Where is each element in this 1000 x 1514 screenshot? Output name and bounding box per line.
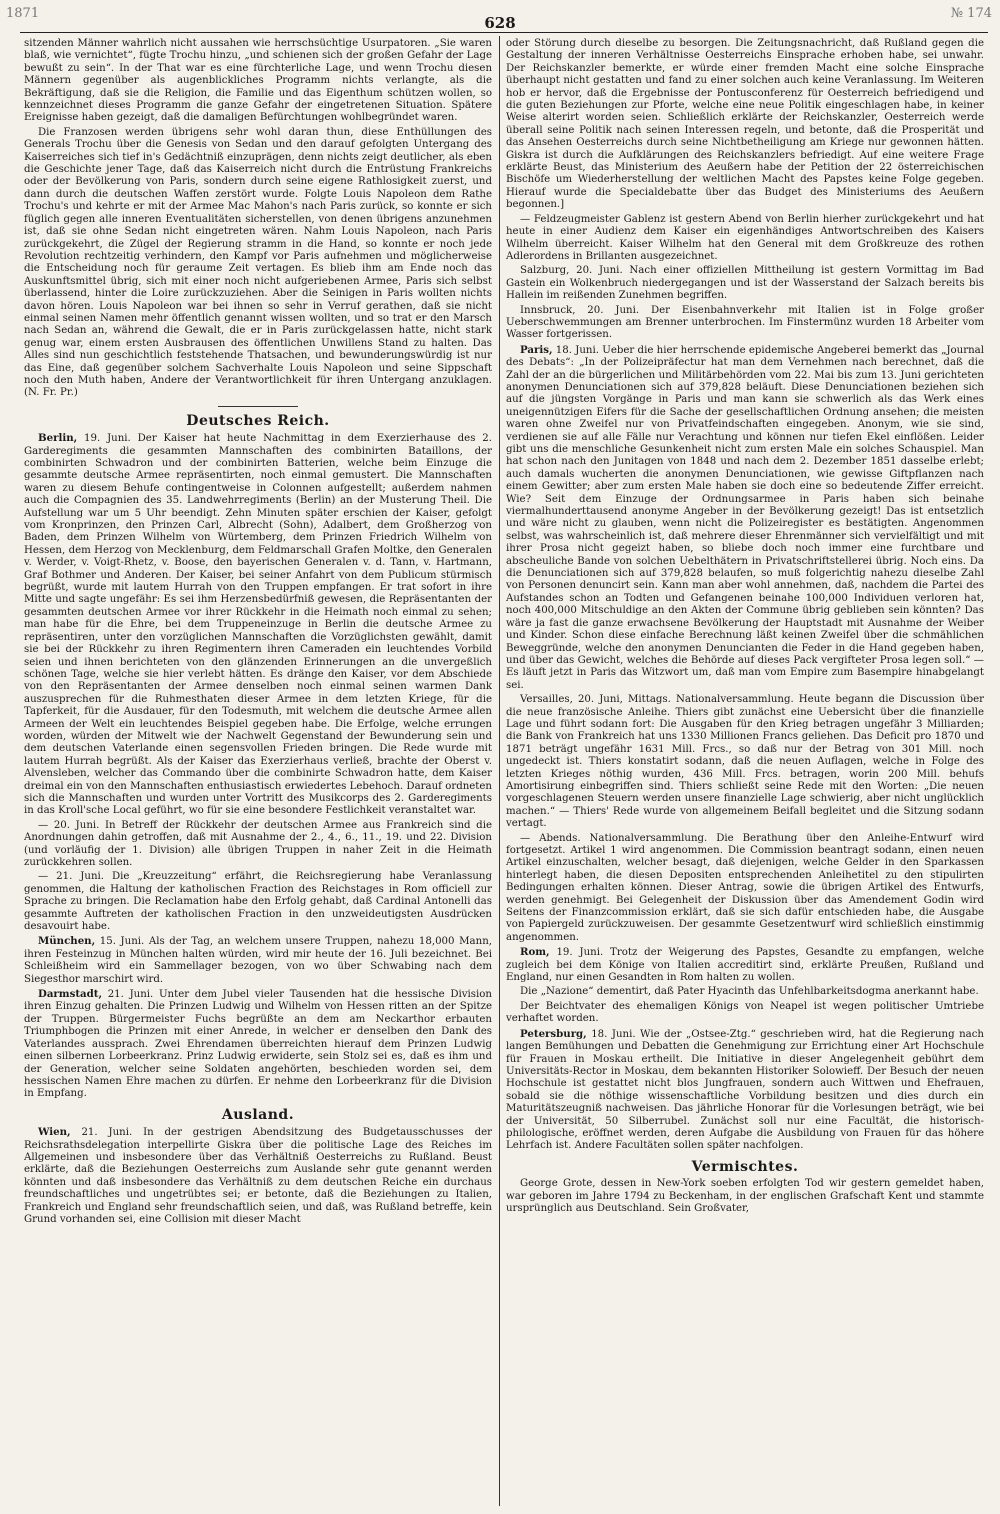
- news-item: — Feldzeugmeister Gablenz ist gestern Abend von Berlin hierher zurückgekehrt und hat heute in einer Audienz dem Kaiser ein eigenhändiges Antwortschreiben des Kaisers Wilhelm überreicht. Kaiser Wilhelm hat den General mit dem Großkreuze des rothen Adlerordens in Brillanten ausgezeichnet.: [506, 213, 984, 262]
- dateline-place: Petersburg,: [520, 1027, 587, 1040]
- dateline-place: München,: [38, 935, 96, 948]
- news-item-munich: [24, 935, 492, 986]
- edge-text-right: № 174: [950, 6, 992, 21]
- dateline-place: Paris,: [520, 343, 553, 356]
- news-item-berlin: [24, 432, 492, 818]
- news-text: 19. Juni. Der Kaiser hat heute Nachmittag in dem Exerzierhause des 2. Garderegiments die gesammten Mannschaften des combinirten Bataillons, der combinirten Schwadron und der combinirten Batterien, welche beim Einzuge die gesammte deutsche Armee repräsentirten, noch einmal gemustert. Die Mannschaften waren zu diesem Behufe contingentweise in Colonnen aufgestellt; außerdem nahmen auch die Compagnien des 35. Landwehrregiments (Berlin) an der Musterung Theil. Die Aufstellung war um 5 Uhr beendigt. Zehn Minuten später erschien der Kaiser, gefolgt vom Kronprinzen, den Prinzen Carl, Albrecht (Sohn), Adalbert, dem Großherzog von Baden, dem Prinzen Wilhelm von Würtemberg, dem Prinzen Friedrich Wilhelm von Hessen, dem Herzog von Mecklenburg, dem Feldmarschall Grafen Moltke, den Generalen v. Werder, v. Voigt-Rhetz, v. Boose, den bayerischen Generalen v. d. Tann, v. Hartmann, Graf Bothmer und Anderen. Der Kaiser, bei seiner Anfahrt von dem Publicum stürmisch begrüßt, wurde mit lautem Hurrah von den Truppen empfangen. Er trat sofort in ihre Mitte und sagte ungefähr: Es sei ihm Herzensbedürfniß gewesen, die Repräsentanten der gesammten deutschen Armee vor ihrer Rückkehr in die Heimath noch einmal zu sehen; man habe für die Ehre, bei dem Truppeneinzuge in Berlin die deutsche Armee zu repräsentiren, unter den vorzüglichen Mannschaften die Vorzüglichsten gewählt, damit sie bei der Rückkehr zu ihren Regimentern ihren Cameraden ein leuchtendes Vorbild seien und ihnen berichteten von den glänzenden Erinnerungen an die unvergeßlich schönen Tage, welche sie hier verlebt hätten. Es dränge den Kaiser, vor dem Abschiede von den Repräsentanten der Armee denselben noch einmal seinen warmen Dank auszusprechen für die Ruhmesthaten dieser Armee in dem letzten Kriege, für die Tapferkeit, für die Ausdauer, für den Todesmuth, mit welchem die deutsche Armee allen Armeen der Welt ein leuchtendes Beispiel gegeben habe. Die Erfolge, welche errungen worden, würden der Mitwelt wie der Nachwelt Gegenstand der Bewunderung sein und dem deutschen Vaterlande einen segensvollen Frieden bringen. Die Rede wurde mit lautem Hurrah begrüßt. Als der Kaiser das Exerzierhaus verließ, brachte der Oberst v. Alvensleben, welcher das Commando über die combinirte Schwadron hatte, dem Kaiser dreimal ein von den Mannschaften enthusiastisch erwiedertes Lebehoch. Darauf ordneten sich die Mannschaften und wurden unter Vortritt des Musikcorps des 2. Garderegiments in das Kroll'sche Local geführt, wo für sie eine besondere Festlichkeit veranstaltet war.: [24, 433, 492, 817]
- news-item: Innsbruck, 20. Juni. Der Eisenbahnverkehr mit Italien ist in Folge großer Ueberschwemmungen am Brenner unterbrochen. Im Finstermünz wurden 18 Arbeiter vom Wasser fortgerissen.: [506, 304, 984, 341]
- news-item-paris: [506, 344, 984, 692]
- news-item-petersburg: [506, 1028, 984, 1153]
- news-item: — 20. Juni. In Betreff der Rückkehr der deutschen Armee aus Frankreich sind die Anordnungen dahin getroffen, daß mit Ausnahme der 2., 4., 6., 11., 19. und 22. Division (und vorläufig der 1. Division) alle übrigen Truppen in naher Zeit in die Heimath zurückkehren sollen.: [24, 819, 492, 868]
- news-item: — Abends. Nationalversammlung. Die Berathung über den Anleihe-Entwurf wird fortgesetzt. Artikel 1 wird angenommen. Die Commission beantragt sodann, einen neuen Artikel einzuschalten, welcher besagt, daß diejenigen, welche Gelder in den Sparkassen hinterlegt haben, die diesen Depositen entsprechenden Anleihetitel zu den stipulirten Bedingungen erhalten können. Dieser Antrag, sowie die übrigen Artikel des Entwurfs, werden genehmigt. Bei Gelegenheit der Diskussion über das Amendement Godin wird Seitens der Finanzcommission erklärt, daß sie sich dafür entschieden habe, die Ausgabe von Papiergeld zurückzuweisen. Der gesammte Gesetzentwurf wird schließlich einstimmig angenommen.: [506, 832, 984, 943]
- dateline-place: Rom,: [520, 946, 550, 959]
- article-paragraph: Die Franzosen werden übrigens sehr wohl daran thun, diese Enthüllungen des Generals Trochu über die Genesis von Sedan und den darauf gefolgten Untergang des Kaiserreiches sich tief in's Gedächtniß einzuprägen, denn nichts zeigt deutlicher, als eben die Geschichte jener Tage, daß das Kaiserreich nicht durch die Entrüstung Frankreichs oder der Bevölkerung von Paris, sondern durch seine eigene Rathlosigkeit zuerst, und dann durch die deutschen Waffen zerstört wurde. Folgte Louis Napoleon dem Rathe Trochu's und kehrte er mit der Armee Mac Mahon's nach Paris zurück, so konnte er sich füglich gegen alle inneren Eventualitäten sicherstellen, von denen übrigens anzunehmen ist, daß sie ohne Sedan nicht eingetreten wären. Nahm Louis Napoleon, nach Paris zurückgekehrt, die Zügel der Regierung stramm in die Hand, so konnte er noch jede Revolution rechtzeitig verhindern, den Kampf vor Paris aufnehmen und möglicherweise die Entscheidung noch für geraume Zeit vertagen. Es blieb ihm am Ende noch das Auskunftsmittel übrig, sich mit einer noch nicht aufgeriebenen Armee, Paris sich selbst überlassend, hinter die Loire zurückzuziehen. Aber die Seinigen in Paris wollten nichts davon hören. Louis Napoleon war bei ihnen so sehr in Verruf gerathen, daß sie nicht einmal seinen Namen mehr öffentlich genannt wissen wollten, und so trat er den Marsch nach Sedan an, während die Gewalt, die er in Paris zurückgelassen hatte, nicht stark genug war, einem ersten Ausbrausen des öffentlichen Unwillens Stand zu halten. Das Alles sind nun geschichtlich feststehende Thatsachen, und bewunderungswürdig ist nur das Eine, daß gegenüber solchem Sachverhalte Louis Napoleon und seine Sippschaft noch den Muth haben, Andere der Verantwortlichkeit für ihren Untergang anzuklagen. (N. Fr. Pr.): [24, 126, 492, 399]
- news-text: 18. Juni. Ueber die hier herrschende epidemische Angeberei bemerkt das „Journal des Debats“: „In der Polizeipräfectur hat man dem Vernehmen nach berechnet, daß die Zahl der an die bürgerlichen und Militärbehörden vom 22. Mai bis zum 13. Juni gerichteten anonymen Denunciationen sich auf 379,828 beläuft. Diese Denunciationen beziehen sich auf die jüngsten Vorgänge in Paris und man kann sie schwerlich als das Werk eines uneigennützigen Eifers für die Sache der gesellschaftlichen Ordnung ansehen; die meisten waren ohne Zweifel nur von Privatfeindschaften eingegeben. Anonym, wie sie sind, verdienen sie auf alle Fälle nur Verachtung und können nur tiefen Ekel einflößen. Leider gibt uns die menschliche Gesunkenheit nicht zum ersten Male ein solches Schauspiel. Man hat schon nach den Junitagen von 1848 und nach dem 2. Dezember 1851 dasselbe erlebt; auch damals wucherten die anonymen Denunciationen, wie gewisse Giftpflanzen nach einem Gewitter; aber zum ersten Male haben sie doch eine so bedeutende Ziffer erreicht. Wie? Seit dem Einzuge der Ordnungsarmee in Paris haben sich beinahe viermalhunderttausend anonyme Angeber in der Bevölkerung gezeigt! Das ist entsetzlich und wäre nicht zu glauben, wenn nicht die Polizeiregister es bestätigten. Angenommen selbst, was wahrscheinlich ist, daß mehrere dieser Ehrenmänner sich vervielfältigt und mit ihrer Prosa nicht gegeizt haben, so bliebe doch noch immer eine furchtbare und abscheuliche Bande von solchen Uebelthätern in Privatschriftstellerei übrig. Noch eins. Da die Denunciationen sich auf 379,828 belaufen, so muß folgerichtig nahezu dieselbe Zahl von Personen denuncirt sein. Kann man aber wohl annehmen, daß, nachdem die Partei des Aufstandes schon an Todten und Gefangenen beinahe 100,000 Individuen verloren hat, noch 400,000 Mitschuldige an den Akten der Commune übrig geblieben sein könnten? Das wäre ja fast die ganze erwachsene Bevölkerung der Hauptstadt mit Ausnahme der Weiber und Kinder. Schon diese einfache Berechnung läßt keinen Zweifel über die schmählichen Beweggründe, welche den anonymen Denuncianten die Feder in die Hand gegeben haben, und über das Gewicht, welches die Behörde auf dieses Pack vergifteter Prosa legen soll.“ — Es läuft jetzt in Paris das Witzwort um, daß man vom Empire zum Basempire hinabgelangt sei.: [506, 344, 984, 691]
- left-column: [24, 38, 492, 1504]
- news-item-vienna: [24, 1126, 492, 1226]
- separator-rule: [218, 406, 298, 407]
- news-item: George Grote, dessen in New-York soeben erfolgten Tod wir gestern gemeldet haben, war geboren im Jahre 1794 zu Beckenham, in der englischen Grafschaft Kent und stammte ursprünglich aus Deutschland. Sein Großvater,: [506, 1178, 984, 1214]
- dateline-place: Berlin,: [38, 432, 78, 445]
- page-number: 628: [484, 14, 516, 32]
- news-text: 21. Juni. In der gestrigen Abendsitzung des Budgetausschusses der Reichsrathsdelegation interpellirte Giskra über die politische Lage des Reiches im Allgemeinen und insbesondere über das Verhältniß Oesterreichs zu Rußland. Beust erklärte, daß die Beziehungen Oesterreichs zum Auslande sehr gute genannt werden könnten und daß insbesondere das Verhältniß zu dem deutschen Reiche ein durchaus freundschaftliches und ungetrübtes sei; er betonte, daß die Beziehungen zu Italien, Frankreich und England sehr freundschaftlich seien, und daß, was Rußland betreffe, kein Grund vorhanden sei, eine Collision mit dieser Macht: [24, 1127, 492, 1225]
- news-item: Versailles, 20. Juni, Mittags. Nationalversammlung. Heute begann die Discussion über die neue französische Anleihe. Thiers gibt zunächst eine Uebersicht über die finanzielle Lage und führt sodann fort: Die Ausgaben für den Krieg betragen ungefähr 3 Milliarden; die Bank von Frankreich hat uns 1330 Millionen Francs geliehen. Das Deficit pro 1870 und 1871 beträgt ungefähr 1631 Mill. Frcs., so daß nur der Betrag von 301 Mill. noch ungedeckt ist. Thiers konstatirt sodann, daß die neuen Auflagen, welche in Folge des letzten Krieges nöthig wurden, 436 Mill. Frcs. betragen, worin 200 Mill. behufs Amortisirung einbegriffen sind. Thiers schließt seine Rede mit den Worten: „Die neuen vorgeschlagenen Steuern werden unsere finanzielle Lage schwierig, aber nicht unglücklich machen.“ — Thiers' Rede wurde von allgemeinem Beifall begleitet und die Sitzung sodann vertagt.: [506, 694, 984, 830]
- news-item: — 21. Juni. Die „Kreuzzeitung“ erfährt, die Reichsregierung habe Veranlassung genommen, die Haltung der katholischen Fraction des Reichstages in Rom officiell zur Sprache zu bringen. Die Reclamation habe den Erfolg gehabt, daß Cardinal Antonelli das gesammte Auftreten der katholischen Fraction in den unzweideutigsten Ausdrücken desavouirt habe.: [24, 871, 492, 933]
- right-column: [506, 38, 984, 1504]
- news-text: 21. Juni. Unter dem Jubel vieler Tausenden hat die hessische Division ihren Einzug gehalten. Die Prinzen Ludwig und Wilhelm von Hessen ritten an der Spitze der Truppen. Bürgermeister Fuchs begrüßte an dem am Neckarthor erbauten Triumphbogen die Prinzen mit einer Anrede, in welcher er denselben den Dank des Vaterlandes aussprach. Zwei Ehrendamen überreichten hierauf dem Prinzen Ludwig einen silbernen Lorbeerkranz. Prinz Ludwig erwiderte, sein Stolz sei es, daß es ihm und der Generation, welcher seine Soldaten angehörten, beschieden worden sei, dem hessischen Namen Ehre machen zu dürfen. Er nehme den Lorbeerkranz für die Division in Empfang.: [24, 989, 492, 1100]
- news-item-rome: [506, 946, 984, 984]
- edge-text-left: 1871: [6, 6, 40, 21]
- article-paragraph: sitzenden Männer wahrlich nicht aussahen wie herrschsüchtige Usurpatoren. „Sie waren blaß, wie vernichtet“, fügte Trochu hinzu, „und schienen sich der großen Gefahr der Lage bewußt zu sein“. In der That war es eine fürchterliche Lage, und wenn Trochu diesen Männern gegenüber als augenblickliches Programm nichts verlangte, als die Bekräftigung, daß sie die Religion, die Familie und das Eigenthum schützen wollen, so kennzeichnet dieses Programm die ganze Gefahr der eingetretenen Situation. Spätere Ereignisse haben gezeigt, daß die damaligen Befürchtungen wohlbegründet waren.: [24, 38, 492, 124]
- news-item: Salzburg, 20. Juni. Nach einer offiziellen Mittheilung ist gestern Vormittag im Bad Gastein ein Wolkenbruch niedergegangen und ist der Wasserstand der Salzach bereits bis Hallein im reißenden Zunehmen begriffen.: [506, 265, 984, 302]
- column-divider: [499, 36, 500, 1506]
- news-item: Der Beichtvater des ehemaligen Königs von Neapel ist wegen politischer Umtriebe verhaftet worden.: [506, 1000, 984, 1025]
- dateline-place: Wien,: [38, 1126, 71, 1139]
- news-text: 15. Juni. Als der Tag, an welchem unsere Truppen, nahezu 18,000 Mann, ihren Festeinzug in München halten würden, wird mir heute der 16. Juli bezeichnet. Bei Schleißheim wird ein Sammellager bezogen, von wo über Schwabing nach dem Siegesthor marschirt wird.: [24, 936, 492, 985]
- news-text: 18. Juni. Wie der „Ostsee-Ztg.“ geschrieben wird, hat die Regierung nach langen Bemühungen und Debatten die Genehmigung zur Errichtung einer Art Hochschule für Frauen in Moskau ertheilt. Die Initiative in dieser Angelegenheit gebührt dem Universitäts-Rector in Moskau, dem bekannten Historiker Solowieff. Der Besuch der neuen Hochschule ist gestattet nicht blos Jungfrauen, sondern auch Wittwen und Ehefrauen, sobald sie die nöthige wissenschaftliche Vorbildung besitzen und dies durch ein Maturitätszeugniß nachweisen. Das jährliche Honorar für die Vorlesungen beträgt, wie bei der Universität, 50 Silberrubel. Zunächst soll nur eine Facultät, die historisch-philologische, eröffnet werden, deren Aufgabe die Ausbildung von Frauen für das höhere Lehrfach ist. Andere Facultäten sollen später nachfolgen.: [506, 1028, 984, 1152]
- dateline-place: Darmstadt,: [38, 988, 103, 1001]
- news-item: oder Störung durch dieselbe zu besorgen. Die Zeitungsnachricht, daß Rußland gegen die Gestaltung der inneren Verhältnisse Oesterreichs Einsprache erhoben habe, sei unwahr. Der Reichskanzler bemerkte, er würde einer fremden Macht eine solche Einsprache überhaupt nicht gestatten und fand zu einer solchen auch keine Veranlassung. Im Weiteren hob er hervor, daß die Ergebnisse der Pontusconferenz für Oesterreich befriedigend und die guten Beziehungen zur Pforte, welche eine neue Politik eingeschlagen habe, in keiner Weise alterirt worden seien. Schließlich erklärte der Reichskanzler, Oesterreich werde überall seine Politik nach seinen Interessen regeln, und betonte, daß die Prosperität und das Ansehen Oesterreichs durch seine Nichtbetheiligung am Kriege nur gewonnen hätten. Giskra ist durch die Aufklärungen des Reichskanzlers befriedigt. Auf eine weitere Frage erklärte Beust, das Ministerium des Aeußern habe der Petition der 22 österreichischen Bischöfe um Wiederherstellung der weltlichen Macht des Papstes keine Folge gegeben. Hierauf wurde die Specialdebatte über das Budget des Ministeriums des Aeußern begonnen.]: [506, 38, 984, 211]
- header-rule: [20, 32, 988, 33]
- news-item-darmstadt: [24, 988, 492, 1101]
- news-item: Die „Nazione“ dementirt, daß Pater Hyacinth das Unfehlbarkeitsdogma anerkannt habe.: [520, 986, 979, 998]
- section-heading-germany: Deutsches Reich.: [186, 412, 330, 429]
- news-text: 19. Juni. Trotz der Weigerung des Papstes, Gesandte zu empfangen, welche zugleich bei dem Könige von Italien accreditirt sind, erklärte Preußen, Rußland und England, nur einen Gesandten in Rom halten zu wollen.: [506, 947, 984, 984]
- section-heading-misc: Vermischtes.: [691, 1158, 799, 1175]
- section-heading-abroad: Ausland.: [221, 1106, 295, 1123]
